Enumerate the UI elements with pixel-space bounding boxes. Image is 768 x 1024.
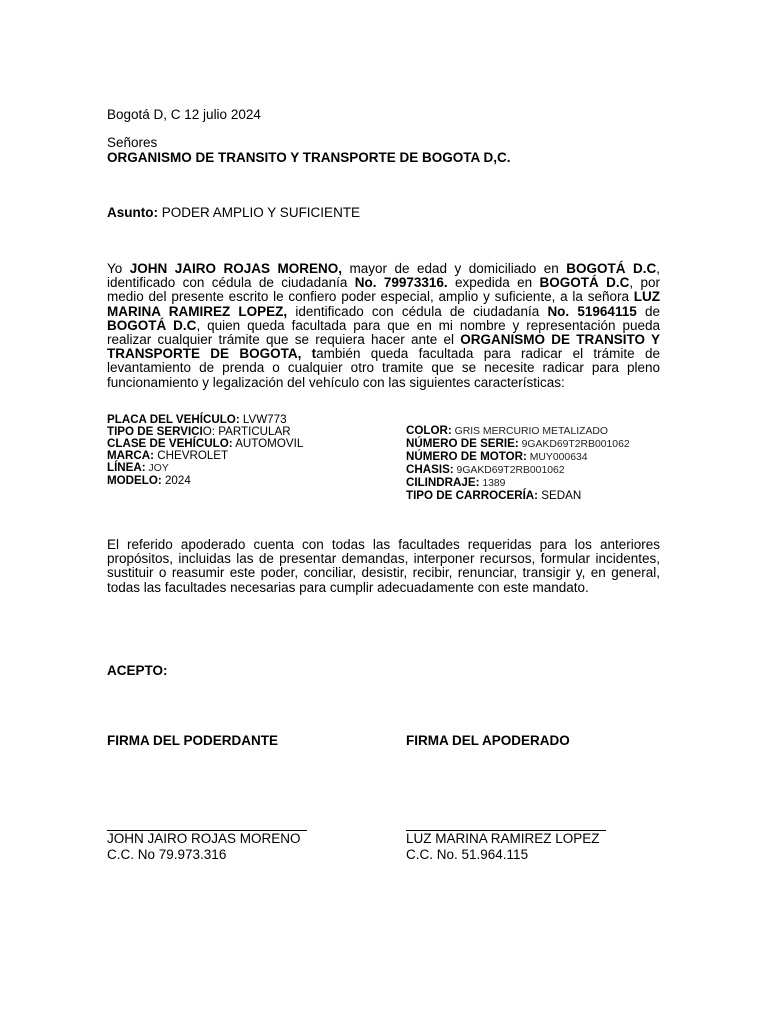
spec-value: AUTOMOVIL — [232, 437, 304, 451]
subject-label: Asunto: — [107, 205, 158, 220]
salutation: Señores — [107, 135, 158, 150]
grantor-signature-name: JOHN JAIRO ROJAS MORENO — [107, 831, 301, 846]
spec-value: 9GAKD69T2RB001062 — [453, 465, 565, 477]
spec-label: CILINDRAJE: — [406, 476, 480, 490]
body-text: mayor de edad y domiciliado en — [342, 261, 567, 276]
spec-label: CLASE DE VEHÍCULO: — [107, 437, 233, 451]
grantor-signature-block — [107, 831, 301, 862]
spec-value: 2024 — [161, 474, 191, 488]
city: BOGOTÁ D.C — [566, 261, 657, 276]
body-text: , por medio del presente escrito le confiero poder especial, amplio y suficiente, a la señora — [107, 275, 661, 305]
agent-name: LUZ MARINA RAMIREZ LOPEZ, — [107, 289, 660, 319]
spec-value: O: PARTICULAR — [202, 425, 291, 439]
organization-name: ORGANISMO DE TRANSITO Y TRANSPORTE DE BOGOTA, t — [107, 332, 660, 362]
body-text: , identificado con cédula de ciudadanía — [107, 261, 660, 291]
grantor-signature-heading: FIRMA DEL PODERDANTE — [107, 733, 279, 748]
spec-label: CHASIS: — [406, 463, 454, 477]
spec-row — [406, 490, 630, 502]
body-text: expedida en — [447, 275, 540, 291]
agent-signature-heading: FIRMA DEL APODERADO — [406, 733, 570, 748]
spec-label: NÚMERO DE SERIE: — [406, 437, 519, 451]
spec-value: 1389 — [479, 478, 506, 490]
spec-value: MUY000634 — [526, 452, 588, 464]
grantor-name: JOHN JAIRO ROJAS MORENO, — [129, 261, 342, 276]
spec-value: SEDAN — [538, 489, 582, 503]
agent-signature-block — [406, 831, 600, 862]
agent-signature-name: LUZ MARINA RAMIREZ LOPEZ — [406, 831, 600, 846]
spec-value: LVW773 — [239, 413, 287, 426]
spec-value: CHEVROLET — [154, 449, 229, 463]
body-text: ambién queda facultada para radicar el trámite de levantamiento de prenda o cualquier otro tramite que se necesite radicar para pleno funcionamiento y legalización del vehículo con las siguientes características: — [107, 346, 660, 390]
agent-signature-id: C.C. No. 51.964.115 — [406, 846, 529, 862]
spec-row — [107, 475, 303, 487]
city: BOGOTÁ D.C — [539, 275, 630, 291]
spec-label: LÍNEA: — [107, 461, 146, 475]
grantor-id: No. 79973316. — [354, 275, 448, 291]
spec-label: NÚMERO DE MOTOR: — [406, 450, 527, 464]
spec-label: MODELO: — [107, 474, 162, 488]
body-paragraph — [107, 262, 660, 390]
subject-text: PODER AMPLIO Y SUFICIENTE — [161, 205, 361, 220]
spec-label: MARCA: — [107, 449, 155, 463]
body-text: de — [636, 303, 660, 319]
spec-value: 9GAKD69T2RB001062 — [518, 439, 630, 451]
spec-label: TIPO DE CARROCERÍA: — [406, 489, 539, 503]
body-text: identificado con cédula de ciudadanía — [287, 303, 548, 319]
spec-label: TIPO DE SERVICI — [107, 425, 203, 439]
spec-value: GRIS MERCURIO METALIZADO — [451, 426, 608, 437]
spec-value: JOY — [145, 463, 169, 475]
powers-paragraph: El referido apoderado cuenta con todas las facultades requeridas para los anteriores propósitos, incluidas las de presentar demandas, interponer recursos, formular incidentes, sustituir o reasumir este poder, conciliar, desistir, recibir, renunciar, transigir y, en general, todas las facultades necesarias para cumplir adecuadamente con este mandato. — [107, 537, 660, 595]
vehicle-specs-left — [107, 414, 303, 488]
body-text: Yo — [107, 261, 130, 276]
acceptance-label: ACEPTO: — [107, 663, 168, 678]
agent-id: No. 51964115 — [547, 303, 637, 319]
body-text: , quien queda facultada para que en mi nombre y representación pueda realizar cualquier trámite que se requiera hacer ante el — [107, 317, 661, 348]
spec-label: COLOR: — [406, 424, 452, 437]
recipient-organization: ORGANISMO DE TRANSITO Y TRANSPORTE DE BOGOTA D,C. — [107, 150, 511, 165]
grantor-signature-id: C.C. No 79.973.316 — [107, 846, 227, 862]
spec-label: PLACA DEL VEHÍCULO: — [107, 413, 240, 426]
vehicle-specs-right — [406, 425, 630, 503]
city: BOGOTÁ D.C — [107, 317, 197, 333]
date-line: Bogotá D, C 12 julio 2024 — [107, 107, 261, 122]
subject-line — [107, 205, 360, 220]
